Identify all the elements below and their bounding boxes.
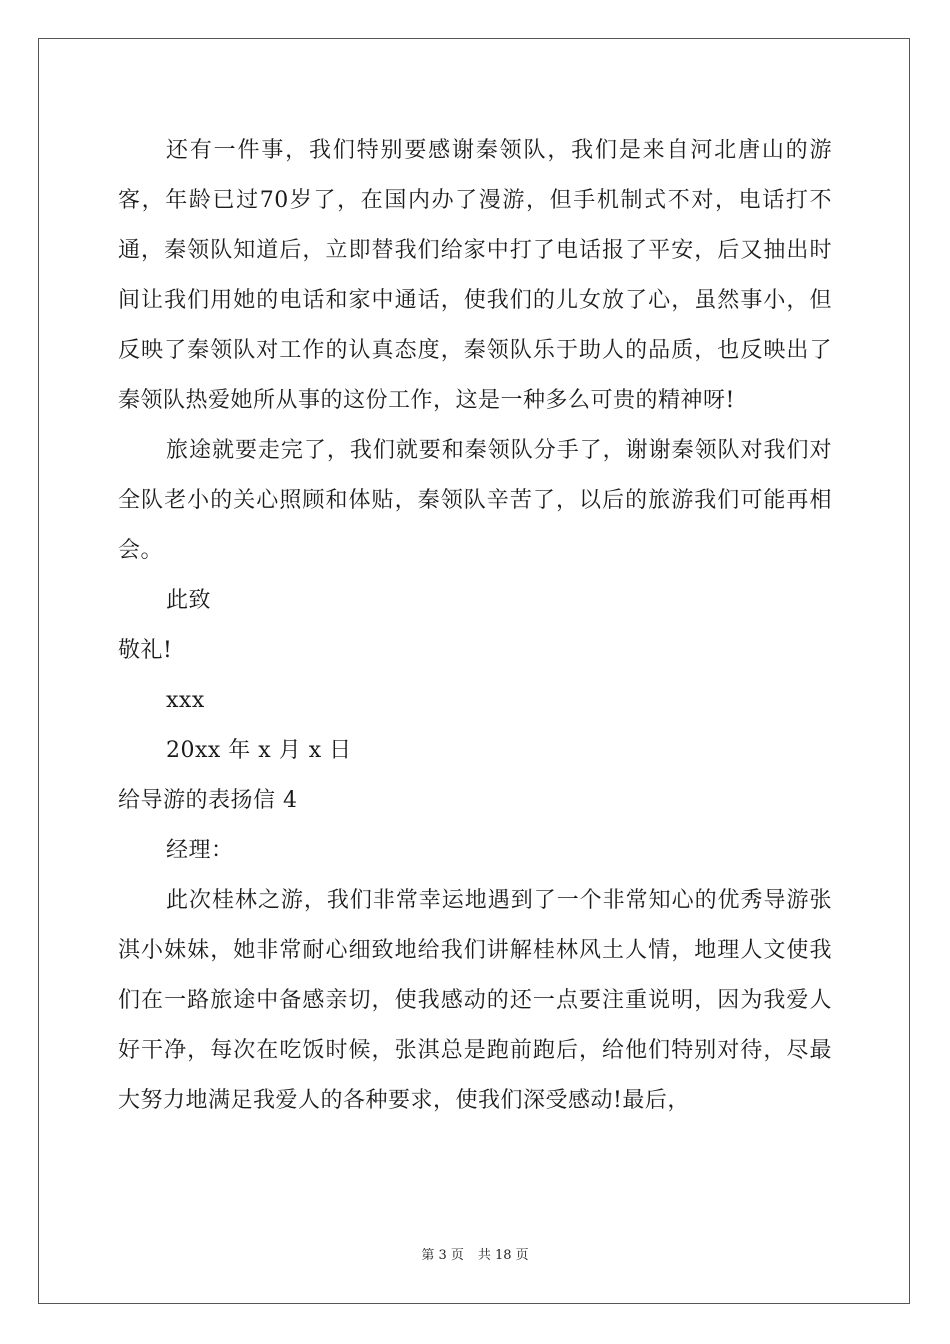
- signature: xxx: [166, 688, 205, 713]
- paragraph-guilin-trip: 此次桂林之游，我们非常幸运地遇到了一个非常知心的优秀导游张淇小妹妹，她非常耐心细致地给我们讲解桂林风土人情，地理人文使我们在一路旅途中备感亲切，使我感动的还一点要注重说明，因为我爱人好干净，每次在吃饭时候，张淇总是跑前跑后，给他们特别对待，尽最大努力地满足我爱人的各种要求，使我们深受感动!最后，: [118, 888, 832, 1113]
- salutation: 敬礼!: [118, 638, 173, 663]
- page-footer: [0, 1247, 950, 1265]
- paragraph-farewell: 旅途就要走完了，我们就要和秦领队分手了，谢谢秦领队对我们对全队老小的关心照顾和体贴，秦领队辛苦了，以后的旅游我们可能再相会。: [118, 438, 832, 563]
- page-total: 共 18 页: [477, 1248, 529, 1263]
- section-heading: 给导游的表扬信 4: [118, 788, 298, 813]
- letter-date: 20xx 年 x 月 x 日: [166, 738, 352, 763]
- addressee: 经理：: [166, 838, 234, 863]
- closing-phrase: 此致: [166, 588, 212, 613]
- paragraph-thanks-qin: 还有一件事，我们特别要感谢秦领队，我们是来自河北唐山的游客，年龄已过70岁了，在国内办了漫游，但手机制式不对，电话打不通，秦领队知道后，立即替我们给家中打了电话报了平安，后又抽出时间让我们用她的电话和家中通话，使我们的儿女放了心，虽然事小，但反映了秦领队对工作的认真态度，秦领队乐于助人的品质，也反映出了秦领队热爱她所从事的这份工作，这是一种多么可贵的精神呀!: [118, 138, 832, 413]
- page-number: 第 3 页: [421, 1248, 464, 1263]
- document-body: [118, 126, 832, 1126]
